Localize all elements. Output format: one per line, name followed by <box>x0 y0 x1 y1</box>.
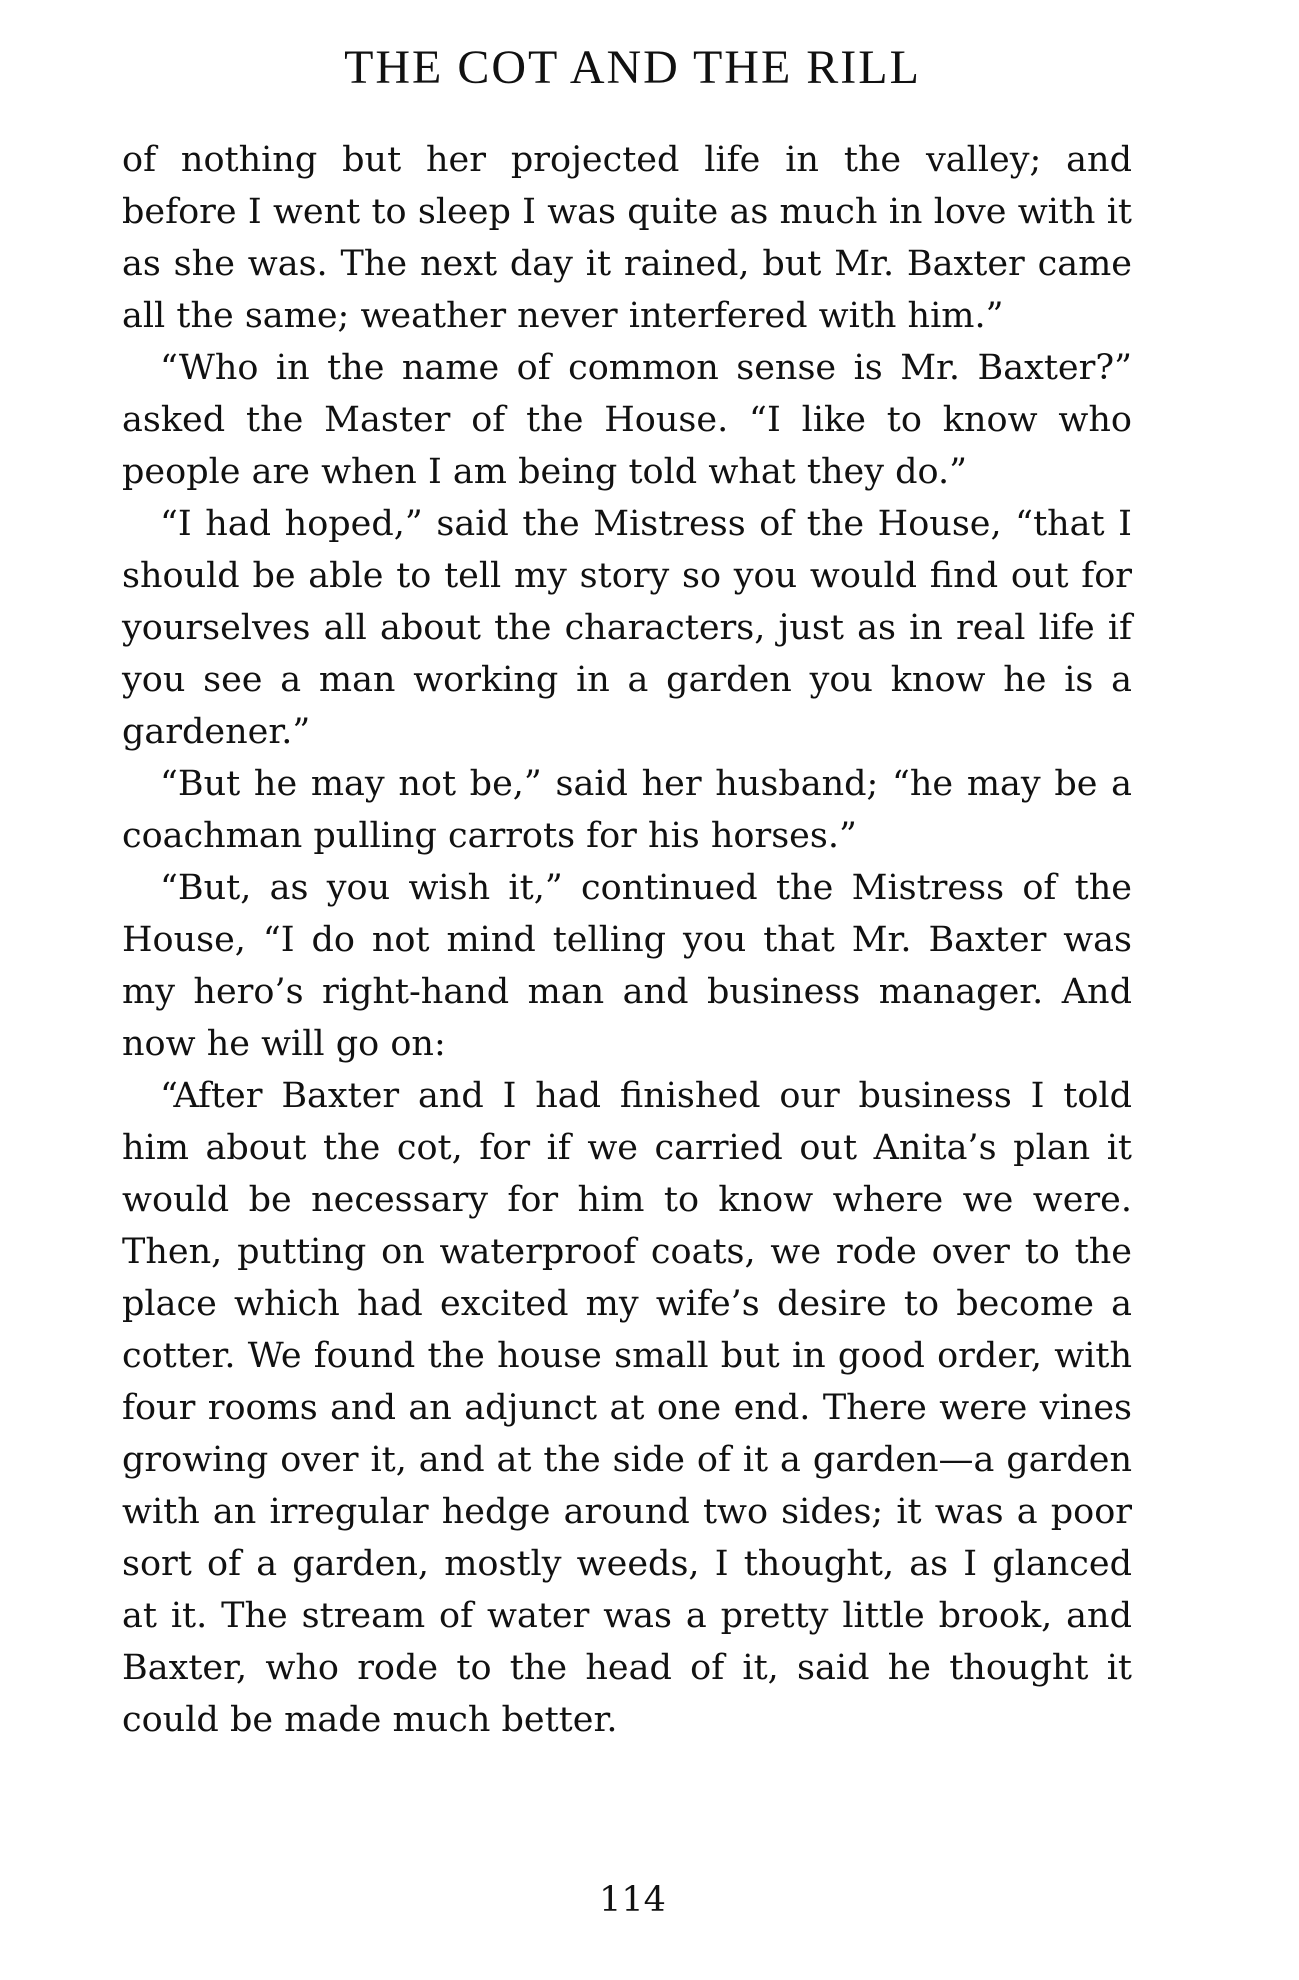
paragraph: “After Baxter and I had finished our business I told him about the cot, for if we carried out Anita’s plan it would be necessary for him to know where we were. Then, putting on waterproof coats, we rode over to the place which had excited my wife’s desire to become a cotter. We found the house small but in good order, with four rooms and an adjunct at one end. There were vines growing over it, and at the side of it a garden—a garden with an irregular hedge around two sides; it was a poor sort of a garden, mostly weeds, I thought, as I glanced at it. The stream of water was a pretty little brook, and Baxter, who rode to the head of it, said he thought it could be made much better. <box>122 1076 1132 1740</box>
running-head: THE COT AND THE RILL <box>344 41 921 94</box>
paragraph: “I had hoped,” said the Mistress of the House, “that I should be able to tell my story so you would find out for yourselves all about the characters, just as in real life if you see a man working in a garden you know he is a gardener.” <box>122 504 1132 752</box>
page-number: 114 <box>599 1880 666 1920</box>
paragraph: of nothing but her projected life in the valley; and before I went to sleep I was quite as much in love with it as she was. The next day it rained, but Mr. Baxter came all the same; weather never interfered with him.” <box>122 140 1132 336</box>
paragraph: “Who in the name of common sense is Mr. Baxter?” asked the Master of the House. “I like to know who people are when I am being told what they do.” <box>122 348 1132 492</box>
body-text <box>122 134 1132 1746</box>
paragraph: “But he may not be,” said her husband; “he may be a coachman pulling carrots for his horses.” <box>122 764 1132 856</box>
paragraph: “But, as you wish it,” continued the Mistress of the House, “I do not mind telling you that Mr. Baxter was my hero’s right-hand man and business manager. And now he will go on: <box>122 868 1132 1064</box>
